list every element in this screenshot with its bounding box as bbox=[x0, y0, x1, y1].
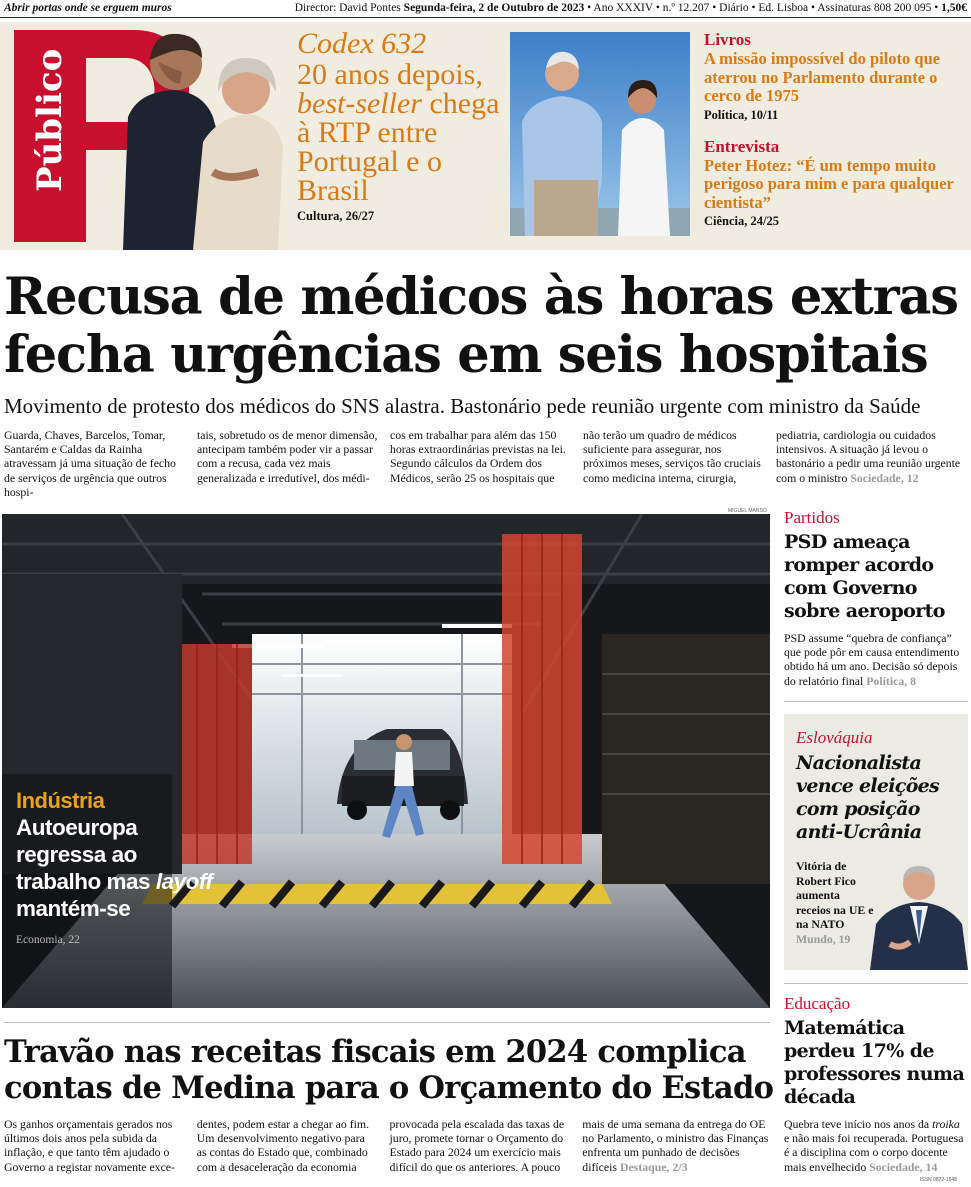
lead-body bbox=[4, 428, 967, 499]
story-educacao[interactable] bbox=[784, 994, 968, 1174]
issn-label: ISSN 0872-1548 bbox=[920, 1177, 957, 1183]
lead-subhead: Movimento de protesto dos médicos do SNS alastra. Bastonário pede reunião urgente com ministro da Saúde bbox=[4, 394, 921, 418]
photo-headline bbox=[16, 814, 216, 922]
lead-headline-line: fecha urgências em seis hospitais bbox=[4, 325, 928, 385]
codex-kicker: Codex 632 bbox=[297, 27, 427, 60]
codex-head-part: chega à RTP entre Portugal e o Brasil bbox=[297, 87, 500, 207]
story-partidos[interactable] bbox=[784, 508, 968, 688]
lead-column: não terão um quadro de médicos suficiente para assegurar, nos próximos meses, serviços tão cruciais como medicina interna, cirurgia, bbox=[582, 428, 761, 485]
photo-head-part: Autoeuropa regressa ao trabalho mas bbox=[16, 815, 151, 894]
photo-credit: MIGUEL MANSO bbox=[728, 508, 767, 514]
photo-kicker: Indústria bbox=[16, 788, 105, 813]
livros-section-ref: Política, 10/11 bbox=[704, 107, 779, 122]
teaser-entrevista[interactable] bbox=[704, 137, 966, 230]
second-headline-line: contas de Medina para o Orçamento do Estado bbox=[4, 1070, 774, 1106]
second-section-ref: Destaque, 2/3 bbox=[619, 1159, 688, 1174]
second-column: dentes, podem estar a chegar ao fim. Um desenvolvimento negativo para as contas do Estado que, combinado com a desaceleração da economia bbox=[196, 1117, 370, 1174]
educacao-headline: Matemática perdeu 17% de professores numa década bbox=[784, 1017, 965, 1108]
issue-date: Segunda-feira, 2 de Outubro de 2023 bbox=[403, 2, 585, 14]
lead-headline-line: Recusa de médicos às horas extras bbox=[4, 267, 958, 327]
lead-column-text: pediatria, cardiologia ou cuidados intensivos. A situação já levou o bastonário a pedir uma reunião urgente com o ministro bbox=[775, 428, 961, 485]
partidos-section-ref: Política, 8 bbox=[866, 673, 917, 688]
educacao-body bbox=[784, 1117, 968, 1174]
edition-info: • Ano XXXIV • n.º 12.207 • Diário • Ed. Lisboa • Assinaturas 808 200 095 • bbox=[587, 2, 939, 14]
second-column: provocada pela escalada das taxas de juro, promete tornar o Orçamento do Estado para 2024 um exercício mais difícil do que os anteriores. A pouco bbox=[389, 1117, 565, 1174]
pilot-couple-photo bbox=[510, 32, 690, 236]
livros-kicker: Livros bbox=[704, 30, 751, 49]
entrevista-headline: Peter Hotez: “É um tempo muito perigoso para mim e para qualquer cientista” bbox=[704, 155, 954, 212]
slogan: Abrir portas onde se erguem muros bbox=[4, 2, 172, 14]
second-column bbox=[582, 1117, 770, 1174]
divider bbox=[784, 701, 968, 702]
eslovaquia-body bbox=[796, 859, 876, 946]
partidos-body-text: PSD assume “quebra de confiança” que pode pôr em causa entendimento obtido há um ano. Decisão só depois do relatório final bbox=[784, 631, 960, 688]
lead-headline[interactable] bbox=[4, 268, 969, 384]
divider bbox=[4, 1022, 770, 1023]
edition-meta bbox=[295, 0, 967, 17]
eslovaquia-kicker: Eslováquia bbox=[796, 728, 873, 747]
photo-head-italic: layoff bbox=[155, 869, 213, 894]
educacao-section-ref: Sociedade, 14 bbox=[869, 1159, 938, 1174]
lead-column: Guarda, Chaves, Barcelos, Tomar, Santarém e Caldas da Rainha atravessam já uma situação de fecho de serviços de urgência que outros hospi- bbox=[4, 428, 176, 499]
partidos-headline: PSD ameaça romper acordo com Governo sobre aeroporto bbox=[784, 531, 945, 622]
codex-head-italic: best-seller bbox=[297, 87, 422, 120]
entrevista-kicker: Entrevista bbox=[704, 136, 780, 156]
photo-caption[interactable] bbox=[16, 788, 216, 946]
educacao-kicker: Educação bbox=[784, 994, 851, 1013]
top-bar bbox=[0, 0, 971, 18]
price: 1,50€ bbox=[941, 2, 967, 14]
educacao-body-text: Quebra teve início nos anos da bbox=[784, 1117, 930, 1131]
eslovaquia-section-ref: Mundo, 19 bbox=[796, 931, 851, 946]
educacao-body-italic: troika bbox=[932, 1117, 960, 1131]
second-headline[interactable] bbox=[4, 1034, 774, 1106]
partidos-kicker: Partidos bbox=[784, 508, 840, 527]
logo-wordmark: Público bbox=[30, 48, 70, 192]
second-column: Os ganhos orçamentais gerados nos últimos dois anos pela subida da inflação, e que tanto têm ajudado o Governo a registar novamente exce- bbox=[4, 1117, 175, 1174]
lead-column bbox=[776, 428, 967, 499]
promo-side-teasers bbox=[704, 30, 966, 229]
lead-section-ref: Sociedade, 12 bbox=[850, 470, 919, 485]
photo-head-part: mantém-se bbox=[16, 896, 131, 921]
lead-column: cos em trabalhar para além das 150 horas extraordinárias previstas na lei. Segundo cálculos da Ordem dos Médicos, serão 25 os hospitais que bbox=[389, 428, 566, 485]
story-eslovaquia[interactable] bbox=[784, 714, 968, 970]
lead-column: tais, sobretudo os de menor dimensão, antecipam também poder vir a passar com a recusa, cada vez mais generalizada e irredutível, dos médi- bbox=[196, 428, 378, 485]
eslovaquia-body-text: Vitória de Robert Fico aumenta receios na UE e na NATO bbox=[796, 859, 874, 931]
codex-section-ref: Cultura, 26/27 bbox=[297, 209, 375, 223]
codex-head-part: 20 anos depois, bbox=[297, 58, 483, 91]
robert-fico-photo bbox=[870, 854, 968, 970]
codex-actors-photo bbox=[118, 22, 293, 250]
director: Director: David Pontes bbox=[294, 2, 401, 14]
second-headline-line: Travão nas receitas fiscais em 2024 complica bbox=[4, 1034, 746, 1070]
second-body bbox=[4, 1117, 770, 1174]
masthead bbox=[0, 22, 971, 250]
teaser-livros[interactable] bbox=[704, 30, 966, 123]
codex-headline bbox=[297, 60, 507, 205]
partidos-body bbox=[784, 631, 968, 688]
livros-headline: A missão impossível do piloto que aterrou no Parlamento durante o cerco de 1975 bbox=[704, 49, 941, 105]
divider bbox=[784, 983, 968, 984]
photo-section-ref: Economia, 22 bbox=[16, 934, 80, 946]
educacao-body-text: e não mais foi recuperada. Portuguesa é a disciplina com o corpo docente mais envelhecido bbox=[784, 1131, 964, 1174]
promo-codex[interactable] bbox=[297, 28, 507, 224]
entrevista-section-ref: Ciência, 24/25 bbox=[704, 214, 779, 228]
second-column-text: mais de uma semana da entrega do OE no Parlamento, o ministro das Finanças enfrenta um punhado de decisões difíceis bbox=[582, 1117, 769, 1174]
eslovaquia-headline: Nacionalista vence eleições com posição anti-Ucrânia bbox=[796, 752, 940, 843]
